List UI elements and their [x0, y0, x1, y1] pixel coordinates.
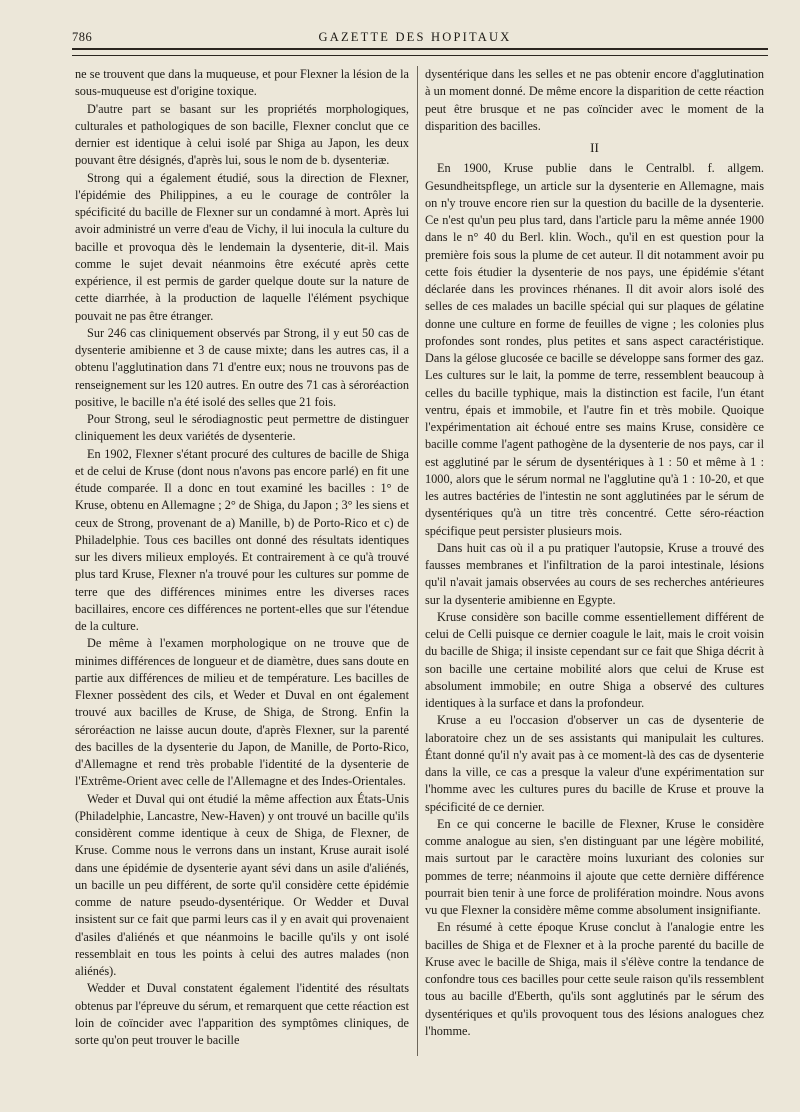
paragraph: Kruse a eu l'occasion d'observer un cas de dysenterie de laboratoire chez un de ses assistants qui manipulait les cultures. Étant donné qu'il n'y avait pas à ce moment-là des cas de dysenterie dans la ville, ce cas a presque la valeur d'une expérimentation sur l'homme avec les cultures pures du bacille de Kruse et prouve la spécificité de ce dernier. — [425, 713, 764, 814]
page-header — [60, 30, 770, 50]
paragraph: En 1902, Flexner s'étant procuré des cultures de bacille de Shiga et de celui de Kruse (dont nous n'avons pas encore parlé) en fit une étude comparée. Il a donc en tout examiné les bacilles : 1° de Kruse, obtenu en Allemagne ; 2° de Shiga, du Japon ; 3° les siens et ceux de Strong, provenant de a) Manille, b) de Porto-Rico et c) de Philadelphie. Tous ces bacilles ont donné des résultats identiques sur les divers milieux employés. Et contrairement à ce qu'à trouvé plus tard Kruse, Flexner n'a trouvé pour les cultures sur pomme de terre que des différences minimes entre les diverses races bacillaires, encore ces différences ne portent-elles que sur l'étendue de la culture. — [75, 446, 409, 633]
paragraph: Kruse considère son bacille comme essentiellement différent de celui de Celli puisque ce dernier coagule le lait, mais le croit voisin du bacille de Shiga; il insiste cependant sur ce fait que Shiga décrit à son bacille une certaine mobilité alors que celui de Kruse est absolument immobile; en outre Shiga a observé des cultures identiques à la surface et dans la profondeur. — [425, 609, 764, 710]
paragraph: Pour Strong, seul le sérodiagnostic peut permettre de distinguer cliniquement les deux variétés de dysenterie. — [75, 412, 409, 444]
paragraph: En ce qui concerne le bacille de Flexner, Kruse le considère comme analogue au sien, s'en distinguant par une légère mobilité, mais surtout par le caractère moins luxuriant des colonies sur pommes de terre; néanmoins il ajoute que cette dernière différence pourrait bien tenir à une force de prolifération moindre. Nous avons vu que Flexner la considère même comme absolument insignifiante. — [425, 816, 764, 917]
header-rule-thick — [72, 48, 768, 50]
paragraph: De même à l'examen morphologique on ne trouve que de minimes différences de longueur et de diamètre, dues sans doute en partie aux différences de milieu et de température. Les bacilles de Flexner possèdent des cils, et Weder et Duval en ont également trouvé aux bacilles de Kruse, de Shiga, de Strong. Enfin la séroréaction ne laisse aucun doute, d'après Flexner, sur la parenté des bacilles de la dysenterie du Japon, de Manille, de Porto-Rico, d'Allemagne et rend très probable l'identité de la dysenterie de l'Extrême-Orient avec celle de l'Allemagne et des Indes-Orientales. — [75, 636, 409, 789]
paragraph: Weder et Duval qui ont étudié la même affection aux États-Unis (Philadelphie, Lancastre, New-Haven) y ont trouvé un bacille qu'ils considèrent comme identique à ceux de Shiga, de Flexner, de Kruse. Comme nous le verrons dans un instant, Kruse aurait isolé dans une épidémie de dysenterie ayant sévi dans un asile d'aliénés, un bacille un peu différent, de sorte qu'il considère cette épidémie comme de nature pseudo-dysentérique. Or Wedder et Duval insistent sur ce fait que parmi leurs cas il y en avait qui provenaient d'asiles d'aliénés et que néanmoins le bacille qu'ils y ont isolé ressemblait en tous les points à celui des autres malades (non aliénés). — [75, 791, 409, 978]
column-divider — [417, 66, 418, 1056]
paragraph: dysentérique dans les selles et ne pas obtenir encore d'agglutination à un moment donné. De même encore la disparition de cette réaction peut être brusque et ne pas coïncider avec le moment de la disparition des bacilles. — [425, 67, 764, 133]
paragraph: Wedder et Duval constatent également l'identité des résultats obtenus par l'épreuve du sérum, et remarquent que cette réaction est loin de coïncider avec l'apparition des symptômes cliniques, de sorte qu'on peut trouver le bacille — [75, 981, 409, 1047]
paragraph: Strong qui a également étudié, sous la direction de Flexner, l'épidémie des Philippines, a eu le courage de contrôler la spécificité du bacille de Flexner sur un condamné à mort. Après lui avoir administré un verre d'eau de Vichy, il lui inocula la culture du bacille et provoqua dès le lendemain la dysenterie, dit-il. Mais comme le sujet devait néanmoins être exécuté après cette expérience, il est permis de garder quelque doute sur la nature de cette diarrhée, à la production de laquelle l'élément psychique pouvait ne pas être étranger. — [75, 170, 409, 323]
section-numeral: II — [590, 140, 599, 155]
running-title: GAZETTE DES HOPITAUX — [318, 30, 512, 44]
paragraph: D'autre part se basant sur les propriétés morphologiques, culturales et pathologiques de son bacille, Flexner conclut que ce dernier est identique à celui isolé par Shiga au Japon, les deux pouvant être désignés, d'après lui, sous le nom de b. dysenteriæ. — [75, 101, 409, 168]
paragraph: En 1900, Kruse publie dans le Centralbl. f. allgem. Gesundheitspflege, un article sur la dysenterie en Allemagne, mais on n'y trouve encore rien sur la question du bacille de la dysenterie. Ce n'est qu'un peu plus tard, dans l'article paru la même année 1900 dans le n° 40 du Berl. klin. Woch., qu'il en est question pour la première fois sous la plume de cet auteur. Il dit notamment avoir pu cette fois étudier la dysenterie de nos pays, une épidémie s'étant déclarée dans les provinces rhénanes. Il dit avoir alors isolé des selles de ces malades un bacille spécial qui sur plaques de gélatine donne une culture en forme de feuilles de vigne ; les colonies plus profondes sont rondes, plus petites et sans aspect caractéristique. Dans la gélose glucosée ce bacille se développe sans former des gaz. Les cultures sur le lait, la pomme de terre, ressemblent beaucoup à celles du bacille typhique, mais la distinction est facile, l'un étant ventru, épais et immobile, et l'autre fin et très mobile. Quoique l'expérimentation ait échoué entre ses mains Kruse, considère ce bacille comme l'agent pathogène de la dysenterie de nos pays, car il est agglutiné par le sérum de dysentériques à 1 : 50 et même à 1 : 1000, alors que le sérum normal ne l'agglutine qu'à 1 : 10-20, et que les autres bactéries de l'intestin ne sont agglutinées par le sérum de dysentériques qu'à un titre très concentré. Cette séro-réaction spécifique peut persister plusieurs mois. — [425, 161, 764, 538]
right-column — [425, 66, 764, 1040]
paragraph: En résumé à cette époque Kruse conclut à l'analogie entre les bacilles de Shiga et de Flexner et à la proche parenté du bacille de Kruse avec le bacille de Shiga, mais il s'élève contre la tendance de confondre tous ces bacilles pour cette seule raison qu'ils ressemblent tous au bacille d'Eberth, qu'ils sont agglutinés par le sérum des dysentériques et qu'ils provoquent tous des lésions analogues chez l'homme. — [425, 920, 764, 1038]
page-number: 786 — [72, 30, 93, 44]
header-rule-thin — [72, 55, 768, 56]
paragraph: ne se trouvent que dans la muqueuse, et pour Flexner la lésion de la sous-muqueuse est d'origine toxique. — [75, 67, 409, 99]
left-column — [75, 66, 409, 1049]
paragraph: Sur 246 cas cliniquement observés par Strong, il y eut 50 cas de dysenterie amibienne et 3 de cause mixte; dans les autres cas, il a obtenu l'agglutination dans 71 d'entre eux; nous ne trouvons pas de renseignement sur les 120 autres. En outre des 71 cas à séroréaction positive, le bacille n'a été isolé des selles que 21 fois. — [75, 325, 409, 409]
paragraph: Dans huit cas où il a pu pratiquer l'autopsie, Kruse a trouvé des fausses membranes et l'infiltration de la paroi intestinale, lésions qu'il n'avait jamais observées au cours de ses recherches antérieures sur la dysenterie amibienne en Egypte. — [425, 540, 764, 607]
